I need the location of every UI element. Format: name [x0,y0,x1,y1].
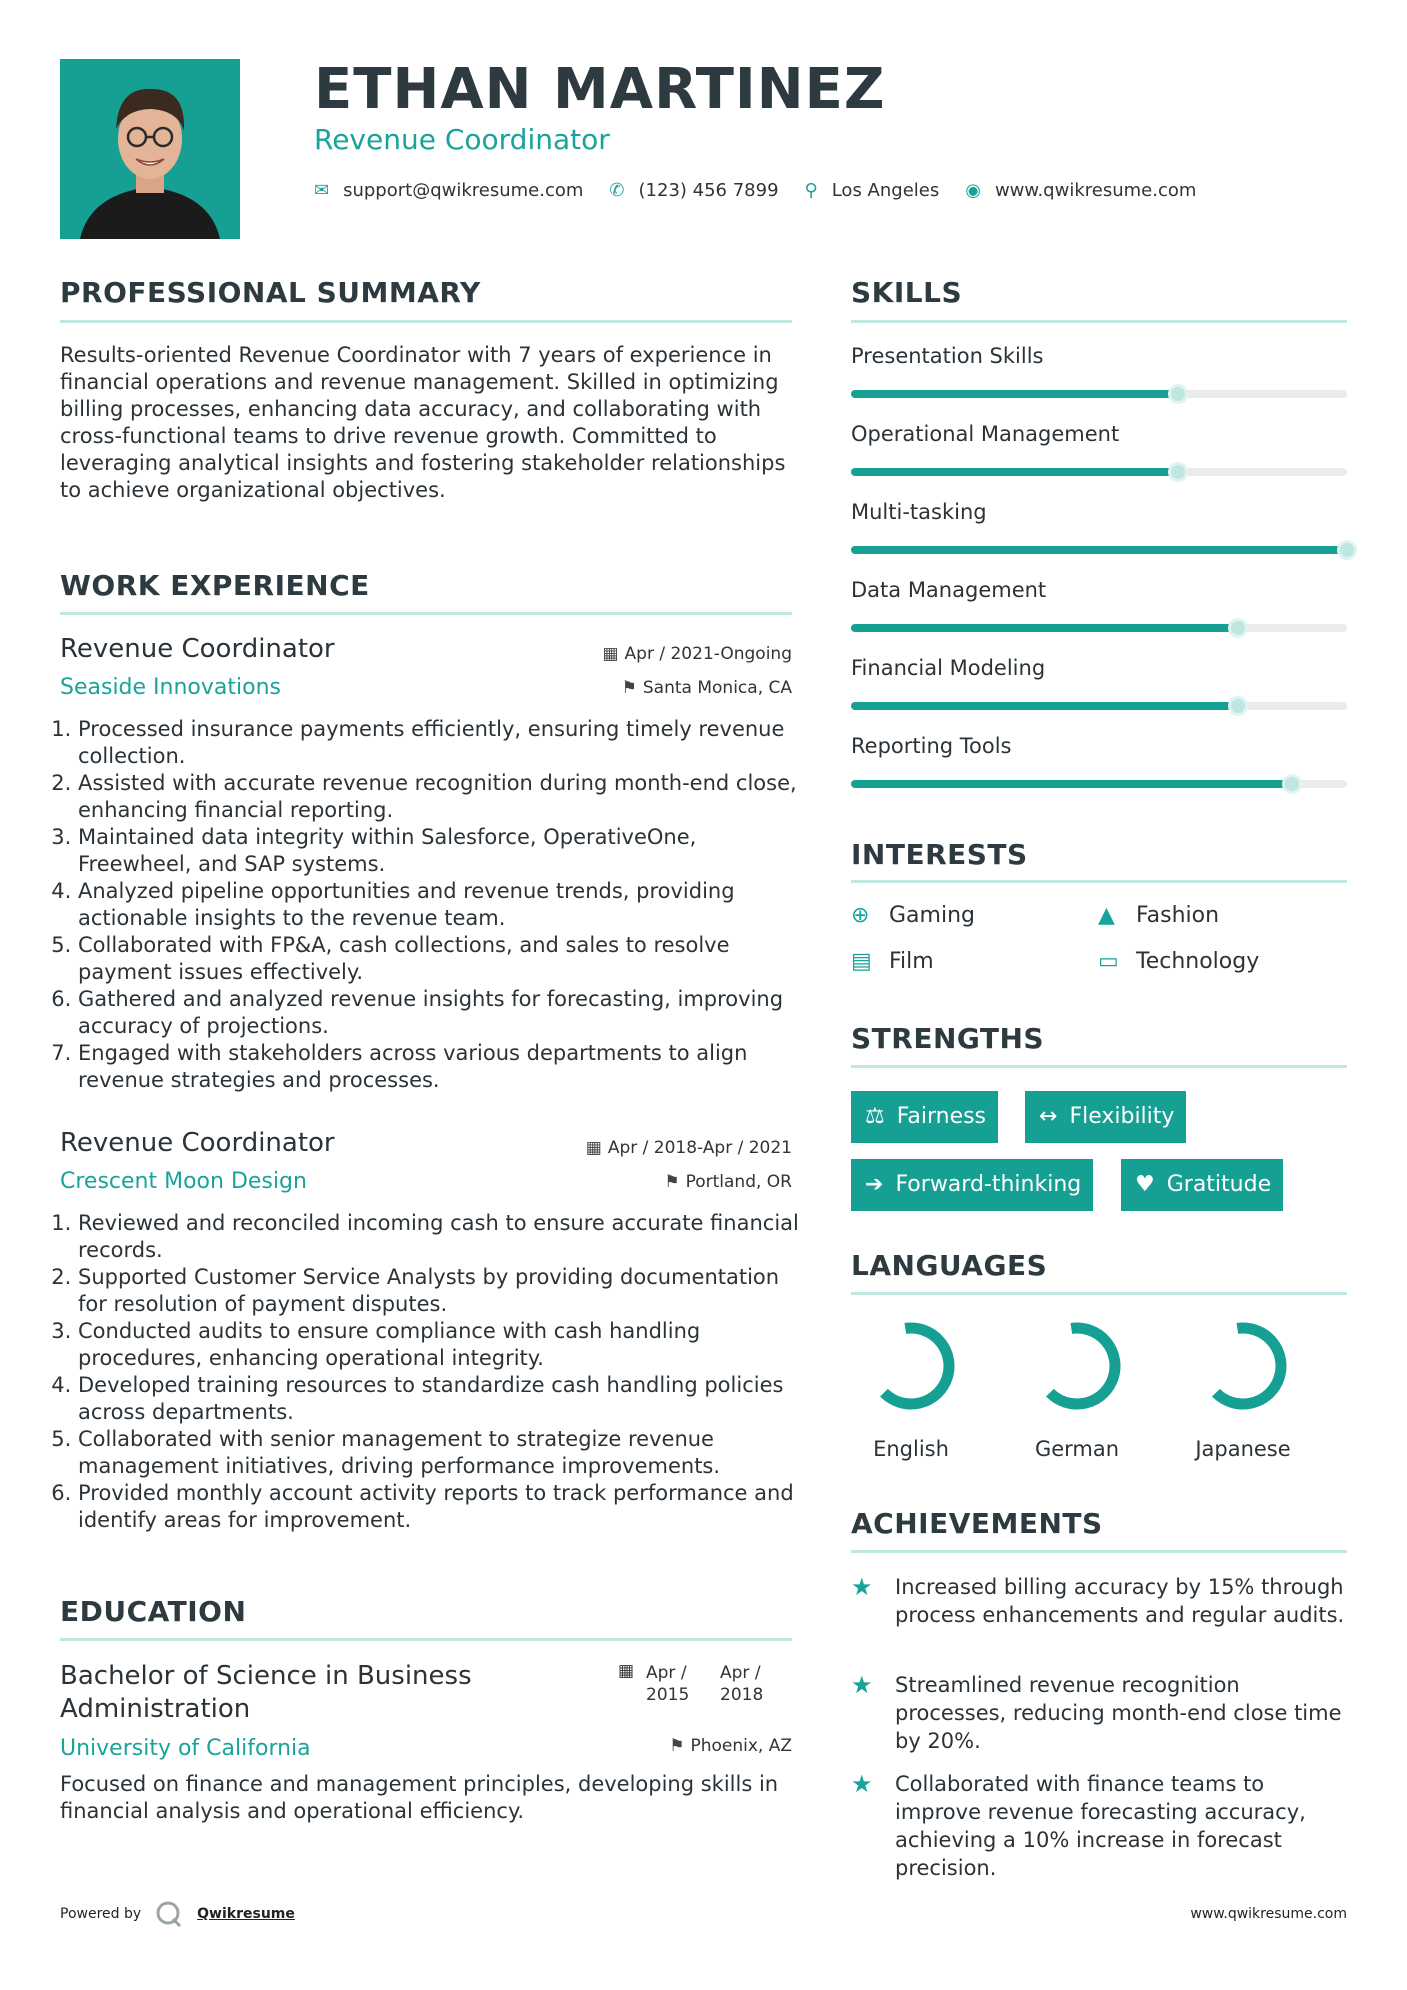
star-icon: ★ [851,1770,873,1798]
skill-bar-fill [851,546,1347,554]
skill-bar-fill [851,780,1292,788]
shopping-bag-icon: ▲ [1098,903,1115,928]
skill-label: Presentation Skills [851,344,1044,368]
strength-label: Gratitude [1166,1172,1272,1197]
pushpin-icon: ⚑ [669,1736,685,1756]
list-item: 6. Provided monthly account activity reports to track performance and identify areas for improvement. [78,1480,800,1534]
achievement-item [851,1573,1351,1629]
interest-item [851,902,975,930]
balance-scale-icon: ⚖ [865,1104,885,1129]
education-location-text: Phoenix, AZ [690,1736,792,1756]
skills-divider [851,320,1347,323]
list-item: 5. Collaborated with senior management to strategize revenue management initiatives, driving performance improvements. [78,1426,800,1480]
language-ring [1195,1318,1291,1414]
qwikresume-logo-icon [155,1900,183,1928]
summary-text: Results-oriented Revenue Coordinator with 7 years of experience in financial operations and revenue management. Skilled in optimizing billing processes, enhancing data accuracy, and collaborating with cross-functional teams to drive revenue growth. Committed to leveraging analytical insights and fostering stakeholder relationships to achieve organizational objectives. [60,343,786,502]
skills-heading: SKILLS [851,276,963,309]
list-item: 1. Processed insurance payments efficiently, ensuring timely revenue collection. [78,716,800,770]
language-ring-arc [884,1328,949,1404]
pushpin-icon: ⚑ [664,1172,680,1192]
skill-bar-knob [1282,774,1302,794]
list-item: 3. Conducted audits to ensure compliance with cash handling procedures, enhancing operational integrity. [78,1318,800,1372]
skill-bar-fill [851,390,1178,398]
job-dates-text: Apr / 2018-Apr / 2021 [607,1138,792,1158]
strength-chip [1121,1159,1283,1211]
language-item [1012,1318,1142,1462]
job-title: Revenue Coordinator [60,634,335,664]
language-ring-arc [1216,1328,1281,1404]
list-item: 2. Assisted with accurate revenue recognition during month-end close, enhancing financial reporting. [78,770,800,824]
interest-item [851,948,934,976]
education-heading: EDUCATION [60,1595,247,1628]
contact-phone[interactable]: (123) 456 7899 [638,180,779,201]
experience-heading: WORK EXPERIENCE [60,569,370,602]
list-item: 2. Supported Customer Service Analysts by providing documentation for resolution of payment disputes. [78,1264,800,1318]
list-item: 7. Engaged with stakeholders across various departments to align revenue strategies and processes. [78,1040,800,1094]
language-ring [1029,1318,1125,1414]
interests-heading: INTERESTS [851,838,1028,871]
job-dates [560,643,792,665]
achievement-item [851,1770,1351,1882]
pushpin-icon: ⚑ [621,678,637,698]
skill-bar [851,390,1347,398]
calendar-icon: ▦ [602,644,619,664]
powered-by-label: Powered by [60,1906,142,1922]
job-title: Revenue Coordinator [60,1128,335,1158]
globe-icon: ◉ [965,180,981,201]
skill-bar [851,468,1347,476]
skill-bar [851,780,1347,788]
skill-bar-fill [851,468,1178,476]
list-item: 5. Collaborated with FP&A, cash collections, and sales to resolve payment issues effectively. [78,932,800,986]
candidate-role: Revenue Coordinator [314,123,610,156]
contact-location: Los Angeles [831,180,940,201]
job-location-text: Portland, OR [685,1172,792,1192]
language-ring [863,1318,959,1414]
list-item: 6. Gathered and analyzed revenue insights for forecasting, improving accuracy of projections. [78,986,800,1040]
interest-label: Technology [1136,949,1260,974]
education-start: Apr / 2015 [646,1663,690,1705]
candidate-name: ETHAN MARTINEZ [314,57,886,122]
job-location-text: Santa Monica, CA [642,678,792,698]
skill-label: Multi-tasking [851,500,987,524]
strength-label: Forward-thinking [895,1172,1082,1197]
job-duties-list [60,716,800,1094]
footer-powered-by [60,1900,295,1928]
summary-heading: PROFESSIONAL SUMMARY [60,276,481,309]
strength-label: Flexibility [1069,1104,1175,1129]
summary-divider [60,320,792,323]
job-dates [540,1137,792,1159]
interest-label: Gaming [889,903,975,928]
language-label: Japanese [1195,1437,1291,1461]
qwikresume-link[interactable]: Qwikresume [197,1906,295,1922]
arrow-right-icon: ➔ [865,1172,884,1197]
language-ring-arc [1050,1328,1115,1404]
interest-label: Fashion [1136,903,1220,928]
achievements-divider [851,1550,1347,1553]
contact-email[interactable]: support@qwikresume.com [343,180,584,201]
arrows-horizontal-icon: ↔ [1039,1104,1058,1129]
skill-bar-fill [851,624,1238,632]
achievement-text: Collaborated with finance teams to improve revenue forecasting accuracy, achieving a 10% increase in forecast precision. [895,1772,1306,1880]
skill-bar-fill [851,702,1238,710]
strengths-divider [851,1065,1347,1068]
experience-divider [60,612,792,615]
interest-label: Film [889,949,934,974]
achievement-text: Increased billing accuracy by 15% through process enhancements and regular audits. [895,1575,1345,1627]
achievement-text: Streamlined revenue recognition processes, reducing month-end close time by 20%. [895,1673,1342,1753]
job-dates-text: Apr / 2021-Ongoing [624,644,792,664]
phone-icon: ✆ [609,180,625,201]
list-item: 3. Maintained data integrity within Salesforce, OperativeOne, Freewheel, and SAP systems. [78,824,800,878]
heart-icon: ♥ [1135,1172,1155,1197]
contact-website[interactable]: www.qwikresume.com [994,180,1197,201]
skill-label: Operational Management [851,422,1120,446]
strengths-heading: STRENGTHS [851,1022,1045,1055]
skill-label: Financial Modeling [851,656,1046,680]
education-divider [60,1638,792,1641]
job-location [560,1171,792,1193]
laptop-icon: ▭ [1098,949,1119,974]
list-item: 4. Developed training resources to standardize cash handling policies across departments. [78,1372,800,1426]
star-icon: ★ [851,1671,873,1699]
contact-line [314,178,1222,204]
strength-chip [851,1159,1093,1211]
interest-item [1098,902,1219,930]
languages-divider [851,1292,1347,1295]
skill-bar-knob [1168,384,1188,404]
list-item: 4. Analyzed pipeline opportunities and revenue trends, providing actionable insights to the revenue team. [78,878,800,932]
strength-label: Fairness [896,1104,987,1129]
star-icon: ★ [851,1573,873,1601]
interest-item [1098,948,1259,976]
calendar-icon: ▦ [585,1138,602,1158]
achievement-item [851,1671,1351,1755]
map-marker-icon: ⚲ [804,180,818,201]
envelope-icon: ✉ [314,180,330,201]
education-location [560,1735,792,1757]
education-description: Focused on finance and management principles, developing skills in financial analysis and operational efficiency. [60,1772,779,1823]
language-label: English [873,1437,949,1461]
skill-bar [851,624,1347,632]
language-item [846,1318,976,1462]
skill-bar-knob [1228,618,1248,638]
job-company: Crescent Moon Design [60,1169,307,1194]
interests-divider [851,880,1347,883]
achievements-heading: ACHIEVEMENTS [851,1507,1103,1540]
skill-bar-knob [1337,540,1357,560]
degree-title: Bachelor of Science in Business Administration [60,1661,472,1724]
calendar-icon: ▦ [618,1661,635,1681]
strength-chip [851,1091,998,1143]
footer-website[interactable]: www.qwikresume.com [1190,1906,1347,1922]
skill-label: Data Management [851,578,1047,602]
education-end: Apr / 2018 [720,1663,764,1705]
school-name: University of California [60,1736,311,1761]
language-item [1178,1318,1308,1462]
strength-chip [1025,1091,1186,1143]
profile-photo [60,59,240,239]
skill-bar-knob [1168,462,1188,482]
job-location [560,677,792,699]
skill-label: Reporting Tools [851,734,1012,758]
skill-bar-knob [1228,696,1248,716]
skill-bar [851,702,1347,710]
job-company: Seaside Innovations [60,675,281,700]
film-icon: ▤ [851,949,872,974]
list-item: 1. Reviewed and reconciled incoming cash to ensure accurate financial records. [78,1210,800,1264]
skill-bar [851,546,1347,554]
job-duties-list [60,1210,800,1534]
languages-heading: LANGUAGES [851,1249,1048,1282]
gamepad-icon: ⊕ [851,903,870,928]
language-label: German [1034,1437,1120,1461]
